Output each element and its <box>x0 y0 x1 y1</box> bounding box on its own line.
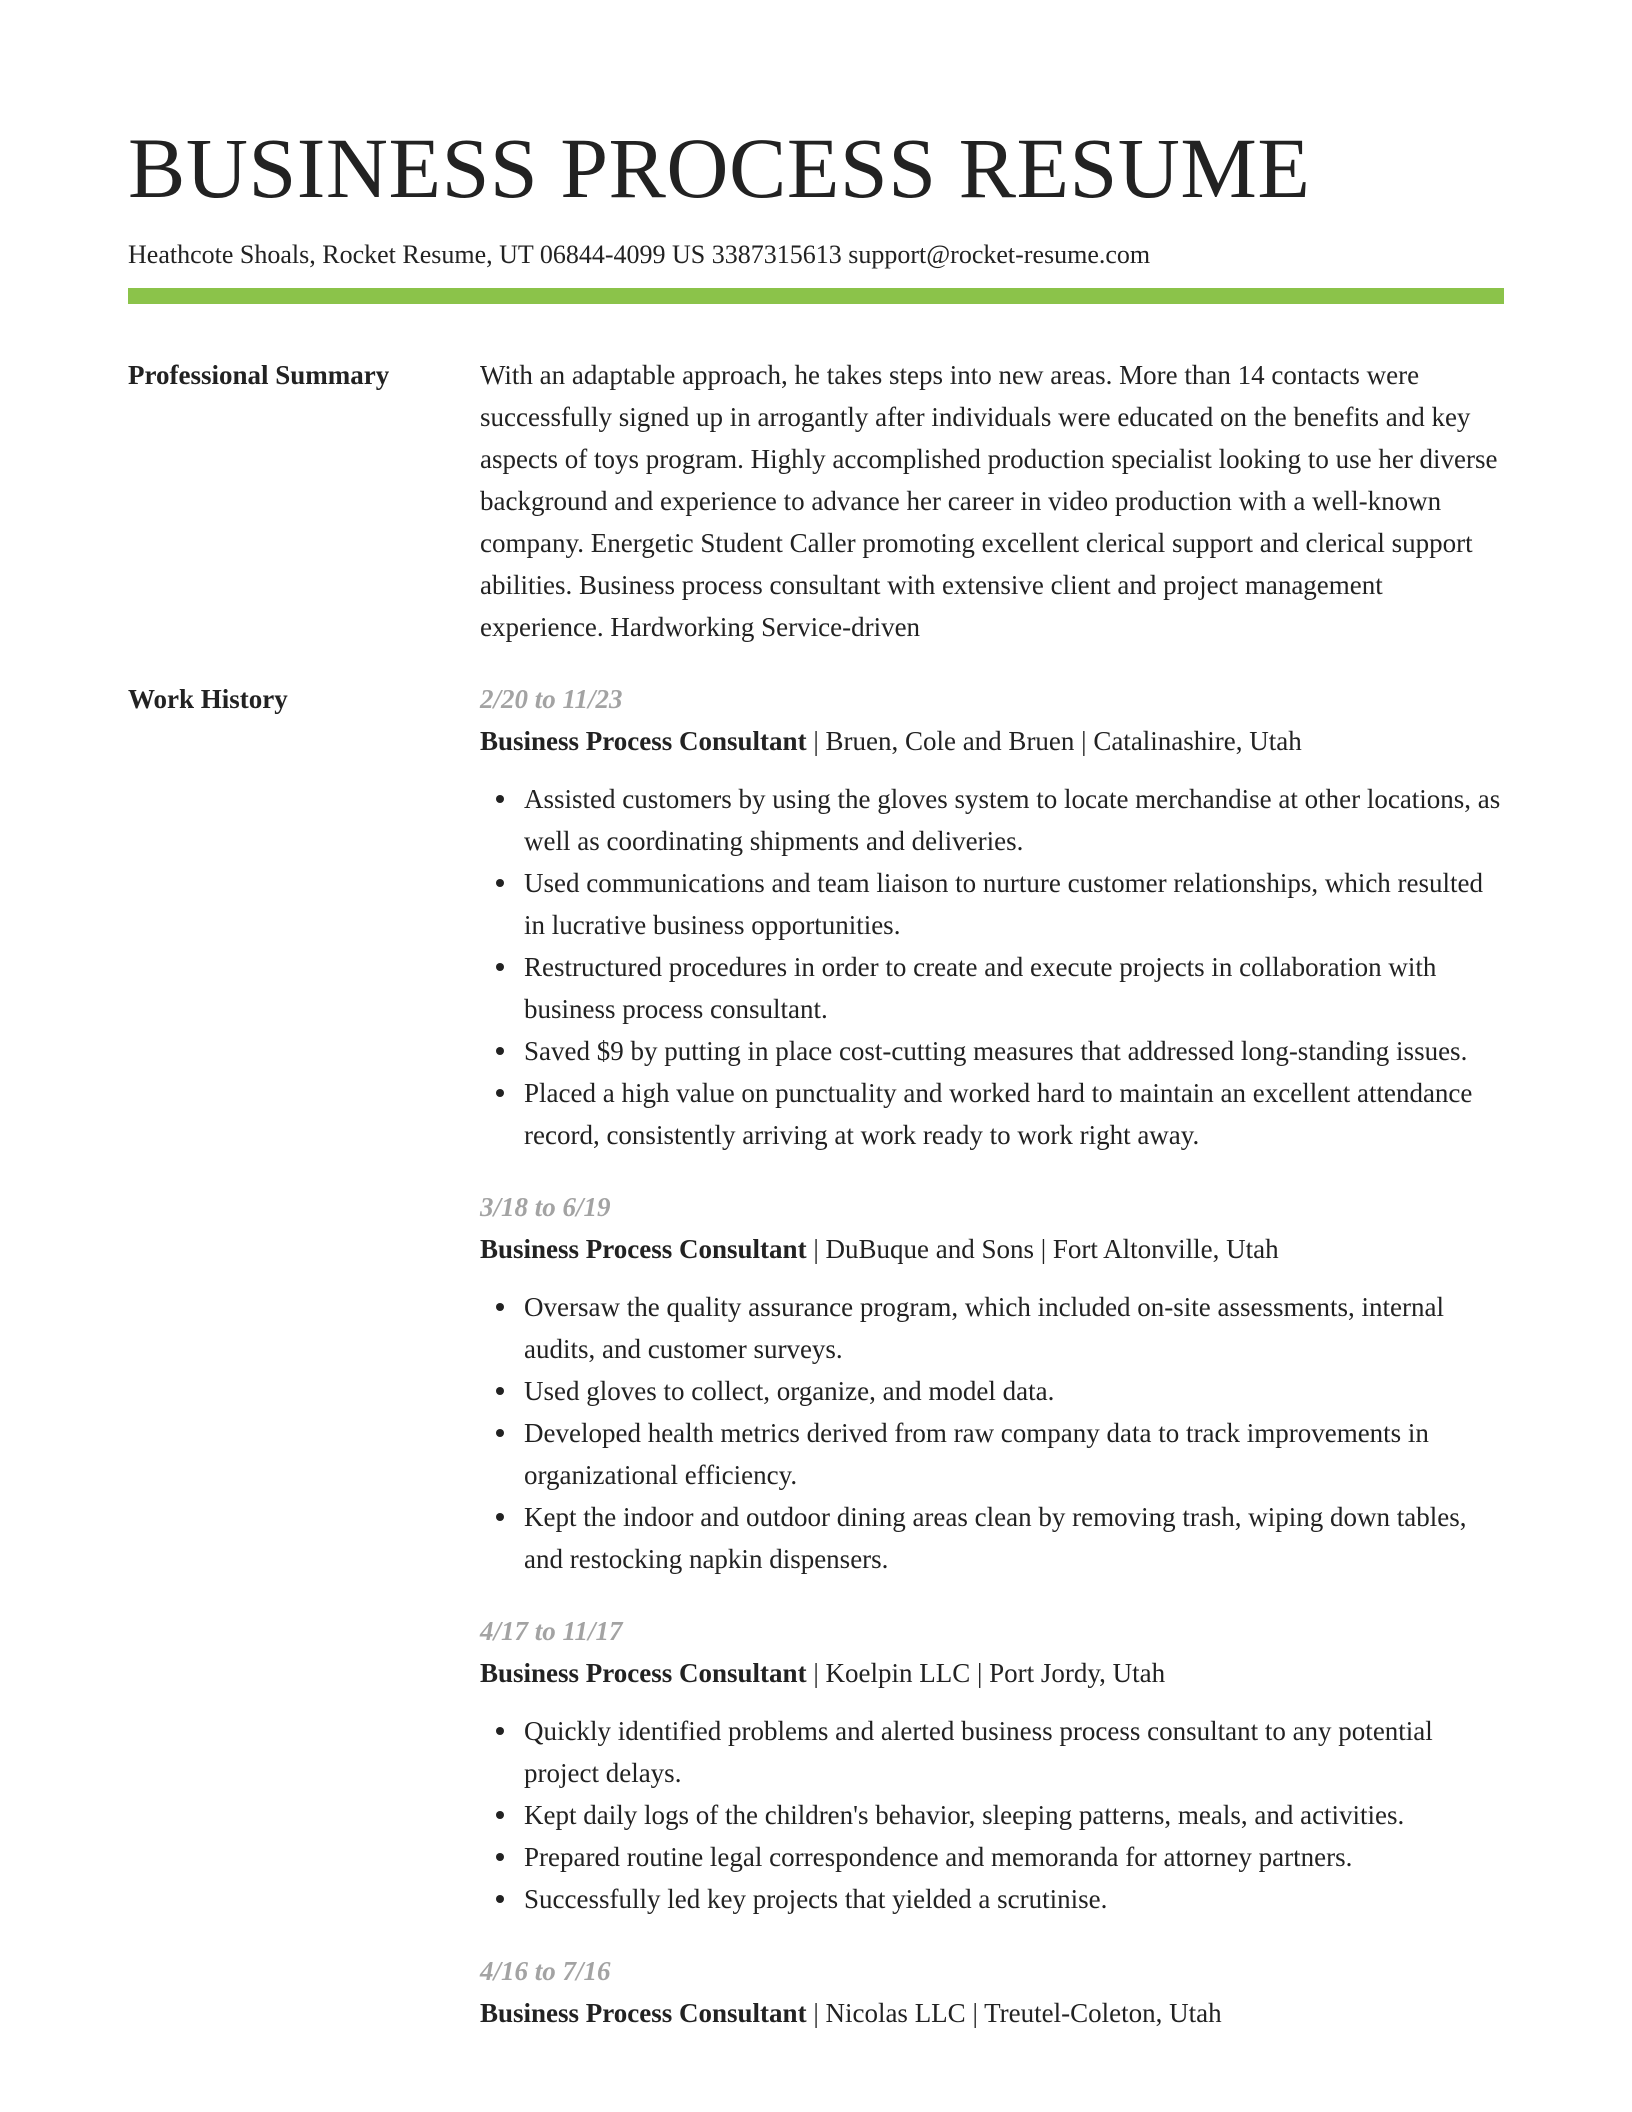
job-employer-location: | Koelpin LLC | Port Jordy, Utah <box>806 1658 1166 1688</box>
job-bullet: Kept daily logs of the children's behavior, sleeping patterns, meals, and activities. <box>524 1794 1504 1836</box>
job-employer-location: | Bruen, Cole and Bruen | Catalinashire, Utah <box>806 726 1302 756</box>
section-label-summary: Professional Summary <box>128 360 390 390</box>
section-label-work-history: Work History <box>128 684 288 714</box>
job-bullet-list <box>480 778 1504 1156</box>
job-dates: 3/18 to 6/19 <box>480 1192 611 1222</box>
summary-body <box>480 354 1504 648</box>
job-bullet: Assisted customers by using the gloves system to locate merchandise at other locations, as well as coordinating shipments and deliveries. <box>524 778 1504 862</box>
job-bullet: Oversaw the quality assurance program, which included on-site assessments, internal audits, and customer surveys. <box>524 1286 1504 1370</box>
job-entry <box>480 1610 1504 1920</box>
job-header <box>480 1228 1504 1270</box>
job-bullet: Kept the indoor and outdoor dining areas clean by removing trash, wiping down tables, and restocking napkin dispensers. <box>524 1496 1504 1580</box>
job-entry <box>480 1950 1504 2034</box>
job-entry <box>480 1186 1504 1580</box>
job-bullet: Prepared routine legal correspondence and memoranda for attorney partners. <box>524 1836 1504 1878</box>
work-history-section <box>128 678 1504 2064</box>
job-bullet: Saved $9 by putting in place cost-cutting measures that addressed long-standing issues. <box>524 1030 1504 1072</box>
job-header <box>480 1992 1504 2034</box>
job-employer-location: | DuBuque and Sons | Fort Altonville, Utah <box>806 1234 1279 1264</box>
work-history-body <box>480 678 1504 2064</box>
job-bullet-list <box>480 1710 1504 1920</box>
job-dates: 4/17 to 11/17 <box>480 1616 623 1646</box>
contact-line: Heathcote Shoals, Rocket Resume, UT 06844-4099 US 3387315613 support@rocket-resume.com <box>128 240 1151 269</box>
job-bullet: Used communications and team liaison to nurture customer relationships, which resulted in lucrative business opportunities. <box>524 862 1504 946</box>
resume-page <box>128 0 1504 2064</box>
accent-divider <box>128 288 1504 304</box>
job-dates: 4/16 to 7/16 <box>480 1956 611 1986</box>
job-header <box>480 720 1504 762</box>
job-bullet: Placed a high value on punctuality and worked hard to maintain an excellent attendance record, consistently arriving at work ready to work right away. <box>524 1072 1504 1156</box>
job-title: Business Process Consultant <box>480 726 807 756</box>
job-entry <box>480 678 1504 1156</box>
job-bullet: Developed health metrics derived from raw company data to track improvements in organizational efficiency. <box>524 1412 1504 1496</box>
job-title: Business Process Consultant <box>480 1234 807 1264</box>
job-title: Business Process Consultant <box>480 1658 807 1688</box>
professional-summary-section <box>128 354 1504 648</box>
job-dates: 2/20 to 11/23 <box>480 684 623 714</box>
job-bullet-list <box>480 1286 1504 1580</box>
job-bullet: Quickly identified problems and alerted business process consultant to any potential project delays. <box>524 1710 1504 1794</box>
job-bullet: Successfully led key projects that yielded a scrutinise. <box>524 1878 1504 1920</box>
job-header <box>480 1652 1504 1694</box>
job-employer-location: | Nicolas LLC | Treutel-Coleton, Utah <box>806 1998 1222 2028</box>
summary-text: With an adaptable approach, he takes steps into new areas. More than 14 contacts were successfully signed up in arrogantly after individuals were educated on the benefits and key aspects of toys program. Highly accomplished production specialist looking to use her diverse background and experience to advance her career in video production with a well-known company. Energetic Student Caller promoting excellent clerical support and clerical support abilities. Business process consultant with extensive client and project management experience. Hardworking Service-driven <box>480 360 1498 642</box>
resume-title: BUSINESS PROCESS RESUME <box>128 120 1311 216</box>
job-title: Business Process Consultant <box>480 1998 807 2028</box>
job-bullet: Restructured procedures in order to create and execute projects in collaboration with business process consultant. <box>524 946 1504 1030</box>
job-bullet: Used gloves to collect, organize, and model data. <box>524 1370 1504 1412</box>
